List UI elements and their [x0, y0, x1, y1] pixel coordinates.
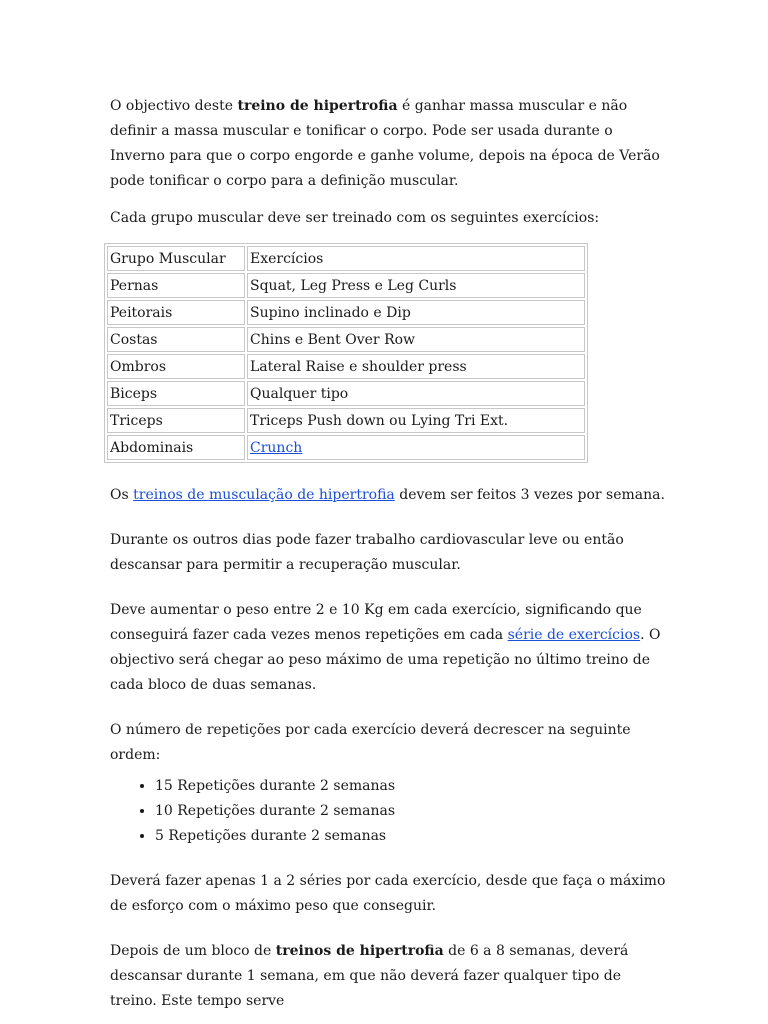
- rest-bold-term: treinos de hipertrofia: [275, 943, 444, 959]
- table-row: [107, 300, 585, 325]
- table-cell-exercise: Chins e Bent Over Row: [247, 327, 585, 352]
- table-cell-group: Pernas: [107, 273, 245, 298]
- intro-text-start: O objectivo deste: [110, 98, 238, 114]
- table-row: [107, 327, 585, 352]
- weight-text-end: . O objectivo será chegar ao peso máximo de uma repetição no último treino de cada bloco de duas semanas.: [110, 627, 661, 693]
- intro-bold-term: treino de hipertrofia: [237, 98, 398, 114]
- table-cell-exercise: Squat, Leg Press e Leg Curls: [247, 273, 585, 298]
- table-cell-exercise: Lateral Raise e shoulder press: [247, 354, 585, 379]
- table-cell-group: Ombros: [107, 354, 245, 379]
- table-cell-group: Biceps: [107, 381, 245, 406]
- weight-paragraph: [110, 598, 670, 698]
- list-item: • 10 Repetições durante 2 semanas: [155, 799, 670, 824]
- reps-list: [110, 774, 670, 849]
- reps-intro-paragraph: O número de repetições por cada exercício deverá decrescer na seguinte ordem:: [110, 722, 631, 763]
- table-row: [107, 435, 585, 460]
- table-header-cell: Grupo Muscular: [107, 246, 245, 271]
- frequency-paragraph: [110, 483, 670, 508]
- table-intro-paragraph: Cada grupo muscular deve ser treinado com os seguintes exercícios:: [110, 210, 600, 226]
- weight-text-start: Deve aumentar o peso entre 2 e 10 Kg em cada exercício, significando que conseguirá fazer cada vezes menos repetições em cada: [110, 602, 642, 643]
- intro-text-end: é ganhar massa muscular e não definir a massa muscular e tonificar o corpo. Pode ser usada durante o Inverno para que o corpo engorde e ganhe volume, depois na época de Verão pode tonificar o corpo para a definição muscular.: [110, 98, 660, 189]
- crunch-link[interactable]: Crunch: [250, 439, 303, 456]
- muscle-exercise-table: [104, 243, 588, 463]
- exercise-series-link[interactable]: série de exercícios: [507, 627, 641, 643]
- table-header-cell: Exercícios: [247, 246, 585, 271]
- table-cell-exercise: Qualquer tipo: [247, 381, 585, 406]
- table-cell-group: Triceps: [107, 408, 245, 433]
- intro-paragraph: [110, 94, 670, 194]
- table-row: [107, 381, 585, 406]
- document-body: [110, 94, 670, 1014]
- rest-text-end: de 6 a 8 semanas, deverá descansar durante 1 semana, em que não deverá fazer qualquer tipo de treino. Este tempo serve: [110, 943, 629, 1009]
- table-header-row: [107, 246, 585, 271]
- table-cell-group: Abdominais: [107, 435, 245, 460]
- table-cell-exercise: Triceps Push down ou Lying Tri Ext.: [247, 408, 585, 433]
- frequency-text-start: Os: [110, 487, 134, 503]
- rest-paragraph: [110, 939, 670, 1014]
- table-cell-exercise: Supino inclinado e Dip: [247, 300, 585, 325]
- table-cell-group: Peitorais: [107, 300, 245, 325]
- hypertrophy-training-link[interactable]: treinos de musculação de hipertrofia: [133, 487, 395, 503]
- list-item: • 5 Repetições durante 2 semanas: [155, 824, 670, 849]
- list-item: • 15 Repetições durante 2 semanas: [155, 774, 670, 799]
- table-row: [107, 408, 585, 433]
- table-row: [107, 273, 585, 298]
- table-row: [107, 354, 585, 379]
- frequency-text-end: devem ser feitos 3 vezes por semana.: [394, 487, 665, 503]
- table-cell-group: Costas: [107, 327, 245, 352]
- table-cell-exercise: [247, 435, 585, 460]
- rest-text-start: Depois de um bloco de: [110, 943, 276, 959]
- series-paragraph: Deverá fazer apenas 1 a 2 séries por cada exercício, desde que faça o máximo de esforço com o máximo peso que conseguir.: [110, 873, 666, 914]
- cardio-paragraph: Durante os outros dias pode fazer trabalho cardiovascular leve ou então descansar para permitir a recuperação muscular.: [110, 532, 624, 573]
